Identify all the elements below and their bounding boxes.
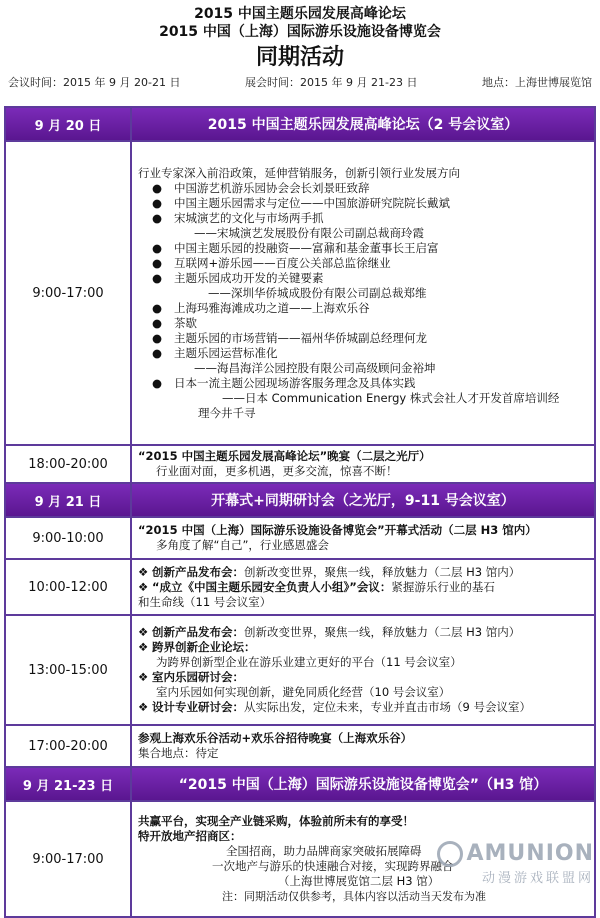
day3-title: “2015 中国（上海）国际游乐设施设备博览会”（H3 馆） xyxy=(131,767,595,801)
venue: 地点：上海世博展览馆 xyxy=(482,76,592,89)
list-item: ● 中国游艺机游乐园协会会长刘景旺致辞 xyxy=(138,181,590,196)
bullet-icon: ● xyxy=(152,255,163,270)
bullet-icon: ● xyxy=(152,315,163,330)
day3-line3: 全国招商，助力品牌商家突破拓展障碍 xyxy=(226,844,422,858)
bullet-icon: ● xyxy=(152,345,163,360)
list-item: ❖ “成立《中国主题乐园安全负责人小组》”会议：紧握游乐行业的基石 xyxy=(138,579,495,594)
list-item: ● 宋城演艺的文化与市场两手抓 xyxy=(138,211,590,226)
list-item: ● 中国主题乐园需求与定位——中国旅游研究院院长戴斌 xyxy=(138,196,590,211)
diamond-icon: ❖ xyxy=(138,579,152,594)
list-item: ● 上海玛雅海滩成功之道——上海欢乐谷 xyxy=(138,301,590,316)
info-row xyxy=(0,76,600,90)
diamond-icon: ❖ xyxy=(138,564,152,579)
bullet-icon: ● xyxy=(152,210,163,225)
bullet-icon: ● xyxy=(152,375,163,390)
day2-r4-title: 参观上海欢乐谷活动+欢乐谷招待晚宴（上海欢乐谷） xyxy=(138,731,413,745)
day1-intro: 行业专家深入前沿政策，延伸营销服务，创新引领行业发展方向 xyxy=(138,165,460,180)
expo-time: 展会时间：2015 年 9 月 21-23 日 xyxy=(245,76,418,89)
day2-r1-title: “2015 中国（上海）国际游乐设施设备博览会”开幕式活动（二层 H3 馆内） xyxy=(138,523,537,537)
bullet-icon: ● xyxy=(152,270,163,285)
day2-r4-content xyxy=(131,725,595,767)
day1-dinner-time: 18:00-20:00 xyxy=(5,445,131,483)
list-item: ❖ 跨界创新企业论坛： xyxy=(138,640,256,654)
meeting-time: 会议时间：2015 年 9 月 20-21 日 xyxy=(8,76,181,89)
day2-r1-time: 9:00-10:00 xyxy=(5,517,131,559)
table-row xyxy=(5,445,595,483)
day2-r4-sub: 集合地点：待定 xyxy=(138,746,219,760)
table-row xyxy=(5,559,595,615)
day2-title: 开幕式+同期研讨会（之光厅，9-11 号会议室） xyxy=(131,483,595,517)
table-row xyxy=(5,725,595,767)
day1-dinner-content xyxy=(131,445,595,483)
watermark xyxy=(437,841,595,886)
page-title: 同期活动 xyxy=(255,45,344,70)
list-item-sub: ——深圳华侨城成股份有限公司副总裁郑维 xyxy=(208,285,427,300)
day2-r3-content xyxy=(131,615,595,725)
diamond-icon: ❖ xyxy=(138,640,152,654)
table-row xyxy=(5,141,595,445)
header-line2: 2015 中国（上海）国际游乐设施设备博览会 xyxy=(159,24,441,40)
watermark-cn: 动漫游戏联盟网 xyxy=(481,871,594,886)
bullet-icon: ● xyxy=(152,240,163,255)
list-item: ❖ 创新产品发布会：创新改变世界，聚焦一线，释放魅力（二层 H3 馆内） xyxy=(138,625,521,639)
day2-r4-time: 17:00-20:00 xyxy=(5,725,131,767)
list-item: ❖ 室内乐园研讨会： xyxy=(138,670,244,684)
day2-r3-time: 13:00-15:00 xyxy=(5,615,131,725)
list-item: ● 茶歇 xyxy=(138,316,590,331)
day1-date: 9 月 20 日 xyxy=(5,107,131,141)
watermark-brand: AMUNION xyxy=(437,841,595,867)
bullet-icon: ● xyxy=(152,180,163,195)
diamond-icon: ❖ xyxy=(138,670,152,684)
day3-date: 9 月 21-23 日 xyxy=(5,767,131,801)
list-item: ● 日本一流主题公园现场游客服务理念及具体实践 xyxy=(138,376,590,391)
table-row xyxy=(5,517,595,559)
day1-band xyxy=(5,107,595,141)
day2-band xyxy=(5,483,595,517)
list-item-sub: ——日本 Communication Energy 株式会社人才开发首席培训经 xyxy=(222,390,560,405)
list-item-cont: 和生命线（11 号会议室） xyxy=(138,594,272,609)
list-item-sub: 室内乐园如何实现创新，避免同质化经营（10 号会议室） xyxy=(156,685,451,699)
day3-line4: 一次地产与游乐的快速融合对接，实现跨界融合 xyxy=(212,859,454,873)
day1-dinner-sub: 行业面对面，更多机遇，更多交流，惊喜不断！ xyxy=(156,464,398,478)
list-item-sub: ——海昌海洋公园控股有限公司高级顾问金裕坤 xyxy=(194,360,436,375)
day1-session-time: 9:00-17:00 xyxy=(5,141,131,445)
list-item-sub: 理今井千寻 xyxy=(198,405,256,420)
day2-r2-time: 10:00-12:00 xyxy=(5,559,131,615)
day2-r2-content xyxy=(131,559,595,615)
table-row xyxy=(5,615,595,725)
diamond-icon: ❖ xyxy=(138,625,152,639)
day1-session-content xyxy=(131,141,595,445)
list-item: ● 主题乐园运营标准化 xyxy=(138,346,590,361)
day1-dinner-title: “2015 中国主题乐园发展高峰论坛”晚宴（二层之光厅） xyxy=(138,449,431,463)
list-item-sub: ——宋城演艺发展股份有限公司副总裁商玲霞 xyxy=(194,225,424,240)
day2-r1-content xyxy=(131,517,595,559)
logo-icon xyxy=(437,841,463,867)
diamond-icon: ❖ xyxy=(138,700,152,714)
day3-line5: （上海世博展览馆二层 H3 馆） xyxy=(278,874,440,888)
bullet-icon: ● xyxy=(152,330,163,345)
list-item: ● 中国主题乐园的投融资——富鼐和基金董事长王启富 xyxy=(138,241,590,256)
list-item: ❖ 创新产品发布会：创新改变世界，聚焦一线，释放魅力（二层 H3 馆内） xyxy=(138,564,521,579)
list-item: ❖ 设计专业研讨会：从实际出发，定位未来，专业并直击市场（9 号会议室） xyxy=(138,700,531,714)
list-item-sub: 为跨界创新型企业在游乐业建立更好的平台（11 号会议室） xyxy=(156,655,462,669)
day3-note: 注：同期活动仅供参考，具体内容以活动当天发布为准 xyxy=(222,890,486,903)
list-item: ● 主题乐园的市场营销——福州华侨城副总经理何龙 xyxy=(138,331,590,346)
bullet-icon: ● xyxy=(152,300,163,315)
header xyxy=(0,0,600,90)
day3-band xyxy=(5,767,595,801)
schedule-table xyxy=(4,106,596,918)
day3-time: 9:00-17:00 xyxy=(5,801,131,917)
bullet-icon: ● xyxy=(152,195,163,210)
day2-date: 9 月 21 日 xyxy=(5,483,131,517)
day2-r1-sub: 多角度了解“自己”，行业感恩盛会 xyxy=(156,538,329,552)
day3-line2: 特开放地产招商区： xyxy=(138,829,242,843)
header-line1: 2015 中国主题乐园发展高峰论坛 xyxy=(194,6,406,22)
list-item: ● 互联网+游乐园——百度公关部总监徐继业 xyxy=(138,256,590,271)
day3-line1: 共赢平台，实现全产业链采购，体验前所未有的享受！ xyxy=(138,814,414,828)
list-item: ● 主题乐园成功开发的关键要素 xyxy=(138,271,590,286)
day1-title: 2015 中国主题乐园发展高峰论坛（2 号会议室） xyxy=(131,107,595,141)
